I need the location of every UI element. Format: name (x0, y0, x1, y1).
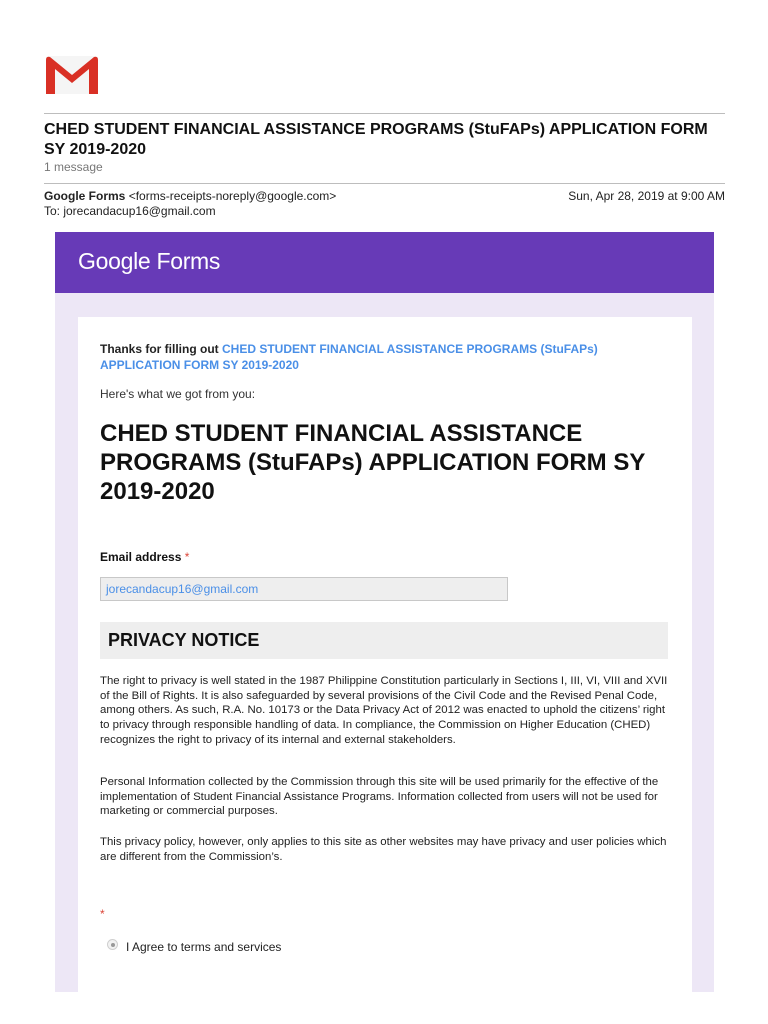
email-address-label (100, 550, 189, 564)
header-divider (44, 113, 725, 114)
privacy-paragraph-3: This privacy policy, however, only applies to this site as other websites may have privacy and user policies which are different from the Commission’s. (100, 836, 667, 863)
email-subject: CHED STUDENT FINANCIAL ASSISTANCE PROGRAMS (StuFAPs) APPLICATION FORM SY 2019-2020 (44, 121, 708, 158)
section-header-privacy: PRIVACY NOTICE (100, 622, 668, 659)
agree-option-label: I Agree to terms and services (126, 940, 282, 954)
subject-divider (44, 183, 725, 184)
thanks-message (100, 341, 670, 373)
gmail-logo-icon (44, 54, 100, 96)
google-forms-logo-text: Google Forms (78, 248, 221, 274)
sender-name: Google Forms (44, 189, 126, 203)
thanks-prefix: Thanks for filling out (100, 342, 222, 356)
email-label-text: Email address (100, 550, 182, 564)
radio-selected-icon (107, 939, 118, 950)
recipient-line: To: jorecandacup16@gmail.com (44, 204, 216, 218)
sender-line (44, 189, 336, 203)
message-count: 1 message (44, 160, 103, 174)
required-mark-agree: * (100, 907, 105, 921)
privacy-paragraph-2: Personal Information collected by the Commission through this site will be used primarily for the effective of the implementation of Student Financial Assistance Programs. Information collected from users will not be used for marketing or commercial purposes. (100, 776, 659, 818)
privacy-paragraph-1: The right to privacy is well stated in the 1987 Philippine Constitution particularly in Sections I, III, VI, VIII and XVII of the Bill of Rights. It is also safeguarded by several provisions of the Civil Code and the Revised Penal Code, among others. As such, R.A. No. 10173 or the Data Privacy Act of 2012 was enacted to uphold the citizens’ right to privacy through responsible handling of data. In compliance, the Commission on Higher Education (CHED) recognizes the right to privacy of its internal and external stakeholders. (100, 675, 668, 746)
form-receipt-frame (55, 232, 714, 992)
got-from-text: Here's what we got from you: (100, 387, 256, 401)
email-date: Sun, Apr 28, 2019 at 9:00 AM (568, 189, 725, 203)
form-link[interactable]: CHED STUDENT FINANCIAL ASSISTANCE PROGRAMS (StuFAPs) APPLICATION FORM SY 2019-2020 (100, 342, 598, 372)
email-answer-field: jorecandacup16@gmail.com (100, 577, 508, 601)
form-title: CHED STUDENT FINANCIAL ASSISTANCE PROGRAMS (StuFAPs) APPLICATION FORM SY 2019-2020 (100, 420, 645, 505)
sender-address: <forms-receipts-noreply@google.com> (128, 189, 337, 203)
google-forms-banner (55, 232, 714, 293)
required-mark: * (184, 550, 190, 564)
response-card (78, 317, 692, 997)
